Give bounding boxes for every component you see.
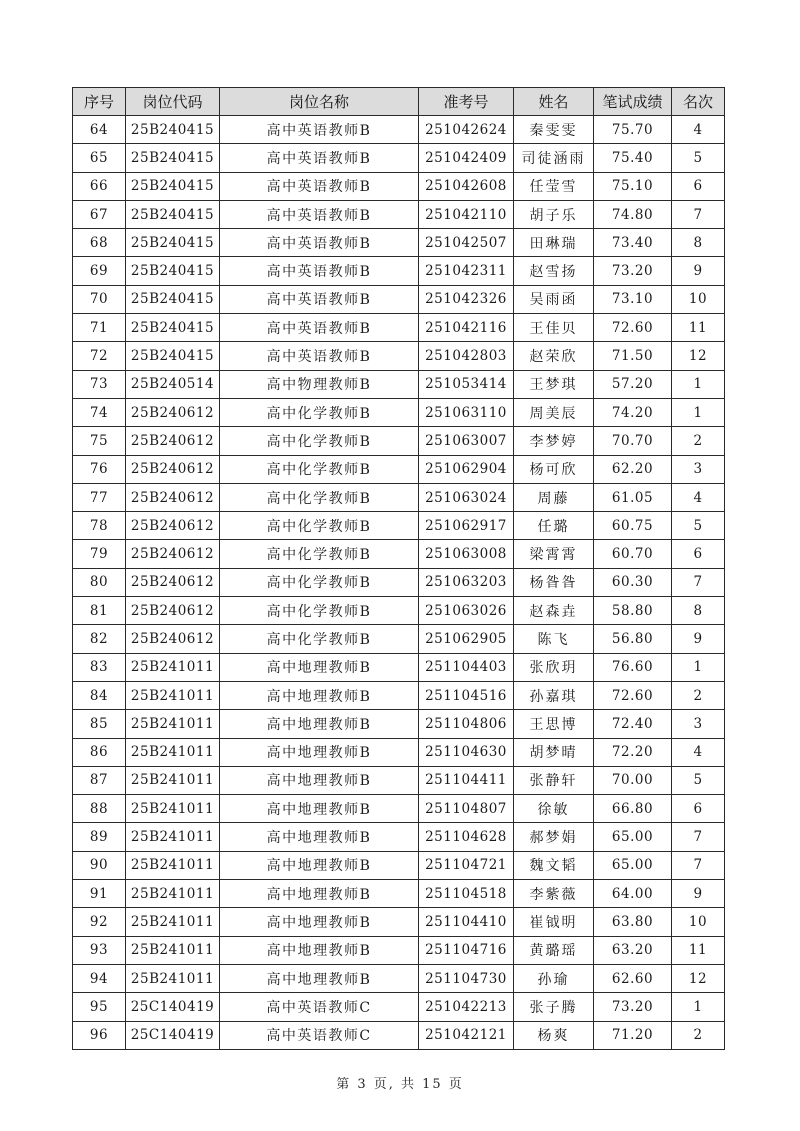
cell-post-name: 高中英语教师B — [220, 200, 419, 228]
cell-exam-number: 251063024 — [419, 483, 514, 511]
cell-rank: 2 — [672, 1021, 725, 1049]
cell-name: 秦雯雯 — [514, 116, 594, 144]
cell-rank: 1 — [672, 370, 725, 398]
table-row — [73, 229, 725, 257]
cell-post-name: 高中地理教师B — [220, 880, 419, 908]
cell-rank: 5 — [672, 144, 725, 172]
cell-exam-number: 251104410 — [419, 908, 514, 936]
cell-rank: 6 — [672, 172, 725, 200]
table-row — [73, 795, 725, 823]
cell-name: 黄璐瑶 — [514, 936, 594, 964]
cell-seq: 81 — [73, 597, 126, 625]
cell-post-code: 25B241011 — [126, 738, 220, 766]
cell-name: 杨昝昝 — [514, 568, 594, 596]
cell-post-name: 高中英语教师B — [220, 342, 419, 370]
cell-written-score: 65.00 — [594, 851, 672, 879]
cell-exam-number: 251062904 — [419, 455, 514, 483]
cell-post-code: 25B240612 — [126, 540, 220, 568]
table-row — [73, 427, 725, 455]
cell-post-code: 25B240612 — [126, 427, 220, 455]
header-post-name: 岗位名称 — [220, 88, 419, 116]
table-row — [73, 342, 725, 370]
header-exam-number: 准考号 — [419, 88, 514, 116]
cell-post-code: 25B240612 — [126, 455, 220, 483]
cell-written-score: 66.80 — [594, 795, 672, 823]
cell-post-name: 高中化学教师B — [220, 483, 419, 511]
cell-exam-number: 251053414 — [419, 370, 514, 398]
cell-post-name: 高中化学教师B — [220, 540, 419, 568]
cell-exam-number: 251063026 — [419, 597, 514, 625]
cell-post-code: 25B241011 — [126, 766, 220, 794]
cell-post-name: 高中英语教师B — [220, 257, 419, 285]
cell-seq: 66 — [73, 172, 126, 200]
cell-exam-number: 251104806 — [419, 710, 514, 738]
cell-name: 李梦婷 — [514, 427, 594, 455]
table-row — [73, 116, 725, 144]
cell-seq: 83 — [73, 653, 126, 681]
cell-rank: 7 — [672, 200, 725, 228]
cell-exam-number: 251042110 — [419, 200, 514, 228]
cell-rank: 3 — [672, 710, 725, 738]
cell-written-score: 60.70 — [594, 540, 672, 568]
cell-seq: 84 — [73, 681, 126, 709]
cell-post-name: 高中地理教师B — [220, 653, 419, 681]
cell-written-score: 65.00 — [594, 823, 672, 851]
table-body — [73, 116, 725, 1050]
cell-exam-number: 251104403 — [419, 653, 514, 681]
table-row — [73, 936, 725, 964]
cell-post-name: 高中化学教师B — [220, 568, 419, 596]
cell-post-code: 25B241011 — [126, 880, 220, 908]
cell-seq: 91 — [73, 880, 126, 908]
header-written-score: 笔试成绩 — [594, 88, 672, 116]
table-row — [73, 172, 725, 200]
cell-name: 司徒涵雨 — [514, 144, 594, 172]
cell-seq: 82 — [73, 625, 126, 653]
cell-rank: 4 — [672, 738, 725, 766]
cell-name: 王思博 — [514, 710, 594, 738]
cell-name: 崔钺明 — [514, 908, 594, 936]
cell-seq: 64 — [73, 116, 126, 144]
cell-rank: 11 — [672, 314, 725, 342]
cell-name: 周美辰 — [514, 398, 594, 426]
cell-post-name: 高中英语教师B — [220, 314, 419, 342]
table-row — [73, 851, 725, 879]
page-number: 第 3 页, 共 15 页 — [336, 1077, 464, 1092]
cell-post-code: 25B240415 — [126, 285, 220, 313]
cell-written-score: 72.20 — [594, 738, 672, 766]
cell-post-code: 25B241011 — [126, 823, 220, 851]
cell-exam-number: 251042121 — [419, 1021, 514, 1049]
header-seq: 序号 — [73, 88, 126, 116]
cell-post-code: 25B240415 — [126, 200, 220, 228]
table-row — [73, 597, 725, 625]
table-row — [73, 993, 725, 1021]
cell-rank: 9 — [672, 625, 725, 653]
cell-exam-number: 251062917 — [419, 512, 514, 540]
cell-name: 赵森垚 — [514, 597, 594, 625]
cell-post-name: 高中物理教师B — [220, 370, 419, 398]
cell-written-score: 73.20 — [594, 993, 672, 1021]
table-row — [73, 285, 725, 313]
cell-rank: 9 — [672, 880, 725, 908]
cell-exam-number: 251104721 — [419, 851, 514, 879]
cell-exam-number: 251042326 — [419, 285, 514, 313]
cell-written-score: 75.10 — [594, 172, 672, 200]
table-row — [73, 144, 725, 172]
cell-exam-number: 251104730 — [419, 964, 514, 992]
cell-seq: 92 — [73, 908, 126, 936]
cell-post-code: 25B241011 — [126, 681, 220, 709]
cell-post-name: 高中化学教师B — [220, 597, 419, 625]
cell-written-score: 57.20 — [594, 370, 672, 398]
cell-name: 孙嘉琪 — [514, 681, 594, 709]
cell-name: 赵荣欣 — [514, 342, 594, 370]
cell-post-name: 高中地理教师B — [220, 964, 419, 992]
cell-exam-number: 251042311 — [419, 257, 514, 285]
cell-name: 杨可欣 — [514, 455, 594, 483]
cell-exam-number: 251063110 — [419, 398, 514, 426]
header-rank: 名次 — [672, 88, 725, 116]
cell-written-score: 61.05 — [594, 483, 672, 511]
cell-written-score: 72.40 — [594, 710, 672, 738]
table-row — [73, 540, 725, 568]
cell-name: 赵雪扬 — [514, 257, 594, 285]
cell-post-code: 25B240612 — [126, 568, 220, 596]
cell-rank: 12 — [672, 964, 725, 992]
cell-post-code: 25B241011 — [126, 795, 220, 823]
cell-exam-number: 251063008 — [419, 540, 514, 568]
cell-post-name: 高中地理教师B — [220, 795, 419, 823]
cell-exam-number: 251042608 — [419, 172, 514, 200]
cell-post-name: 高中地理教师B — [220, 766, 419, 794]
cell-exam-number: 251104518 — [419, 880, 514, 908]
cell-seq: 96 — [73, 1021, 126, 1049]
cell-rank: 6 — [672, 795, 725, 823]
cell-post-name: 高中英语教师B — [220, 116, 419, 144]
cell-post-name: 高中英语教师B — [220, 229, 419, 257]
table-row — [73, 483, 725, 511]
cell-post-name: 高中化学教师B — [220, 625, 419, 653]
cell-post-code: 25B240612 — [126, 398, 220, 426]
cell-written-score: 74.80 — [594, 200, 672, 228]
cell-rank: 9 — [672, 257, 725, 285]
cell-post-name: 高中化学教师B — [220, 427, 419, 455]
cell-name: 胡子乐 — [514, 200, 594, 228]
results-table — [72, 87, 725, 1050]
header-name: 姓名 — [514, 88, 594, 116]
cell-seq: 85 — [73, 710, 126, 738]
table-row — [73, 766, 725, 794]
table-row — [73, 512, 725, 540]
cell-written-score: 73.40 — [594, 229, 672, 257]
cell-name: 魏文韬 — [514, 851, 594, 879]
cell-written-score: 74.20 — [594, 398, 672, 426]
cell-post-name: 高中英语教师C — [220, 993, 419, 1021]
cell-written-score: 60.30 — [594, 568, 672, 596]
cell-post-code: 25C140419 — [126, 1021, 220, 1049]
cell-rank: 10 — [672, 285, 725, 313]
cell-seq: 90 — [73, 851, 126, 879]
cell-post-code: 25B241011 — [126, 653, 220, 681]
table-row — [73, 398, 725, 426]
cell-written-score: 62.60 — [594, 964, 672, 992]
cell-rank: 11 — [672, 936, 725, 964]
cell-exam-number: 251104630 — [419, 738, 514, 766]
table-row — [73, 681, 725, 709]
cell-seq: 95 — [73, 993, 126, 1021]
cell-rank: 8 — [672, 229, 725, 257]
cell-post-code: 25B240612 — [126, 625, 220, 653]
table-row — [73, 568, 725, 596]
cell-rank: 8 — [672, 597, 725, 625]
cell-name: 张子腾 — [514, 993, 594, 1021]
table-row — [73, 653, 725, 681]
cell-post-name: 高中地理教师B — [220, 823, 419, 851]
cell-rank: 2 — [672, 427, 725, 455]
cell-name: 王佳贝 — [514, 314, 594, 342]
cell-exam-number: 251104411 — [419, 766, 514, 794]
cell-post-code: 25B241011 — [126, 710, 220, 738]
cell-post-code: 25B240415 — [126, 116, 220, 144]
cell-written-score: 72.60 — [594, 681, 672, 709]
cell-written-score: 64.00 — [594, 880, 672, 908]
cell-post-code: 25B240514 — [126, 370, 220, 398]
cell-seq: 75 — [73, 427, 126, 455]
cell-exam-number: 251042409 — [419, 144, 514, 172]
cell-seq: 94 — [73, 964, 126, 992]
cell-post-name: 高中英语教师B — [220, 285, 419, 313]
cell-seq: 72 — [73, 342, 126, 370]
cell-exam-number: 251063007 — [419, 427, 514, 455]
cell-rank: 7 — [672, 568, 725, 596]
cell-written-score: 73.20 — [594, 257, 672, 285]
cell-rank: 6 — [672, 540, 725, 568]
cell-rank: 4 — [672, 483, 725, 511]
cell-post-code: 25B240612 — [126, 512, 220, 540]
cell-seq: 87 — [73, 766, 126, 794]
cell-post-code: 25B241011 — [126, 851, 220, 879]
cell-post-code: 25B240415 — [126, 314, 220, 342]
cell-rank: 10 — [672, 908, 725, 936]
table-row — [73, 710, 725, 738]
cell-written-score: 71.50 — [594, 342, 672, 370]
cell-exam-number: 251062905 — [419, 625, 514, 653]
table-row — [73, 625, 725, 653]
cell-written-score: 62.20 — [594, 455, 672, 483]
cell-seq: 71 — [73, 314, 126, 342]
cell-name: 陈飞 — [514, 625, 594, 653]
cell-rank: 5 — [672, 766, 725, 794]
cell-post-name: 高中化学教师B — [220, 455, 419, 483]
cell-seq: 67 — [73, 200, 126, 228]
table-header-row — [73, 88, 725, 116]
table-row — [73, 455, 725, 483]
cell-exam-number: 251063203 — [419, 568, 514, 596]
cell-rank: 4 — [672, 116, 725, 144]
cell-rank: 2 — [672, 681, 725, 709]
cell-written-score: 76.60 — [594, 653, 672, 681]
cell-seq: 93 — [73, 936, 126, 964]
cell-post-name: 高中英语教师B — [220, 172, 419, 200]
table-row — [73, 964, 725, 992]
cell-written-score: 63.20 — [594, 936, 672, 964]
cell-post-code: 25B240415 — [126, 172, 220, 200]
table-row — [73, 257, 725, 285]
cell-post-name: 高中英语教师C — [220, 1021, 419, 1049]
cell-post-code: 25B241011 — [126, 964, 220, 992]
cell-rank: 7 — [672, 851, 725, 879]
cell-seq: 77 — [73, 483, 126, 511]
cell-post-code: 25B240612 — [126, 483, 220, 511]
cell-rank: 1 — [672, 398, 725, 426]
cell-written-score: 75.70 — [594, 116, 672, 144]
cell-post-name: 高中化学教师B — [220, 512, 419, 540]
cell-name: 孙瑜 — [514, 964, 594, 992]
cell-seq: 88 — [73, 795, 126, 823]
cell-seq: 65 — [73, 144, 126, 172]
cell-post-code: 25B240415 — [126, 229, 220, 257]
header-post-code: 岗位代码 — [126, 88, 220, 116]
table-row — [73, 823, 725, 851]
cell-post-code: 25B240415 — [126, 144, 220, 172]
cell-written-score: 70.70 — [594, 427, 672, 455]
cell-written-score: 71.20 — [594, 1021, 672, 1049]
table-row — [73, 738, 725, 766]
cell-name: 李紫薇 — [514, 880, 594, 908]
cell-seq: 74 — [73, 398, 126, 426]
cell-seq: 78 — [73, 512, 126, 540]
cell-post-name: 高中地理教师B — [220, 936, 419, 964]
cell-exam-number: 251104628 — [419, 823, 514, 851]
cell-post-code: 25B241011 — [126, 908, 220, 936]
cell-name: 郝梦娟 — [514, 823, 594, 851]
cell-exam-number: 251104716 — [419, 936, 514, 964]
cell-written-score: 75.40 — [594, 144, 672, 172]
table-row — [73, 314, 725, 342]
cell-exam-number: 251104807 — [419, 795, 514, 823]
cell-seq: 68 — [73, 229, 126, 257]
cell-name: 王梦琪 — [514, 370, 594, 398]
cell-post-code: 25B240612 — [126, 597, 220, 625]
cell-post-code: 25B240415 — [126, 342, 220, 370]
cell-written-score: 73.10 — [594, 285, 672, 313]
cell-name: 张欣玥 — [514, 653, 594, 681]
table-row — [73, 880, 725, 908]
cell-name: 胡梦晴 — [514, 738, 594, 766]
cell-rank: 7 — [672, 823, 725, 851]
cell-rank: 1 — [672, 993, 725, 1021]
cell-written-score: 72.60 — [594, 314, 672, 342]
cell-post-code: 25C140419 — [126, 993, 220, 1021]
cell-exam-number: 251042803 — [419, 342, 514, 370]
cell-name: 梁霄霄 — [514, 540, 594, 568]
cell-seq: 76 — [73, 455, 126, 483]
table-row — [73, 200, 725, 228]
cell-seq: 73 — [73, 370, 126, 398]
cell-name: 张静轩 — [514, 766, 594, 794]
table-row — [73, 370, 725, 398]
table-row — [73, 1021, 725, 1049]
cell-exam-number: 251104516 — [419, 681, 514, 709]
cell-seq: 80 — [73, 568, 126, 596]
cell-post-name: 高中地理教师B — [220, 681, 419, 709]
cell-rank: 1 — [672, 653, 725, 681]
cell-written-score: 70.00 — [594, 766, 672, 794]
cell-post-name: 高中英语教师B — [220, 144, 419, 172]
cell-post-name: 高中地理教师B — [220, 738, 419, 766]
cell-exam-number: 251042507 — [419, 229, 514, 257]
cell-post-name: 高中地理教师B — [220, 710, 419, 738]
cell-exam-number: 251042213 — [419, 993, 514, 1021]
cell-seq: 70 — [73, 285, 126, 313]
cell-post-code: 25B241011 — [126, 936, 220, 964]
cell-rank: 3 — [672, 455, 725, 483]
cell-name: 杨爽 — [514, 1021, 594, 1049]
cell-exam-number: 251042116 — [419, 314, 514, 342]
cell-name: 任莹雪 — [514, 172, 594, 200]
cell-name: 田琳瑞 — [514, 229, 594, 257]
cell-seq: 89 — [73, 823, 126, 851]
cell-post-name: 高中地理教师B — [220, 908, 419, 936]
cell-post-name: 高中地理教师B — [220, 851, 419, 879]
cell-name: 周藤 — [514, 483, 594, 511]
table-row — [73, 908, 725, 936]
cell-rank: 5 — [672, 512, 725, 540]
cell-seq: 86 — [73, 738, 126, 766]
cell-seq: 69 — [73, 257, 126, 285]
cell-written-score: 58.80 — [594, 597, 672, 625]
cell-post-name: 高中化学教师B — [220, 398, 419, 426]
cell-exam-number: 251042624 — [419, 116, 514, 144]
cell-post-code: 25B240415 — [126, 257, 220, 285]
cell-seq: 79 — [73, 540, 126, 568]
cell-rank: 12 — [672, 342, 725, 370]
cell-name: 徐敏 — [514, 795, 594, 823]
cell-name: 任璐 — [514, 512, 594, 540]
cell-written-score: 60.75 — [594, 512, 672, 540]
cell-name: 吴雨函 — [514, 285, 594, 313]
cell-written-score: 63.80 — [594, 908, 672, 936]
cell-written-score: 56.80 — [594, 625, 672, 653]
